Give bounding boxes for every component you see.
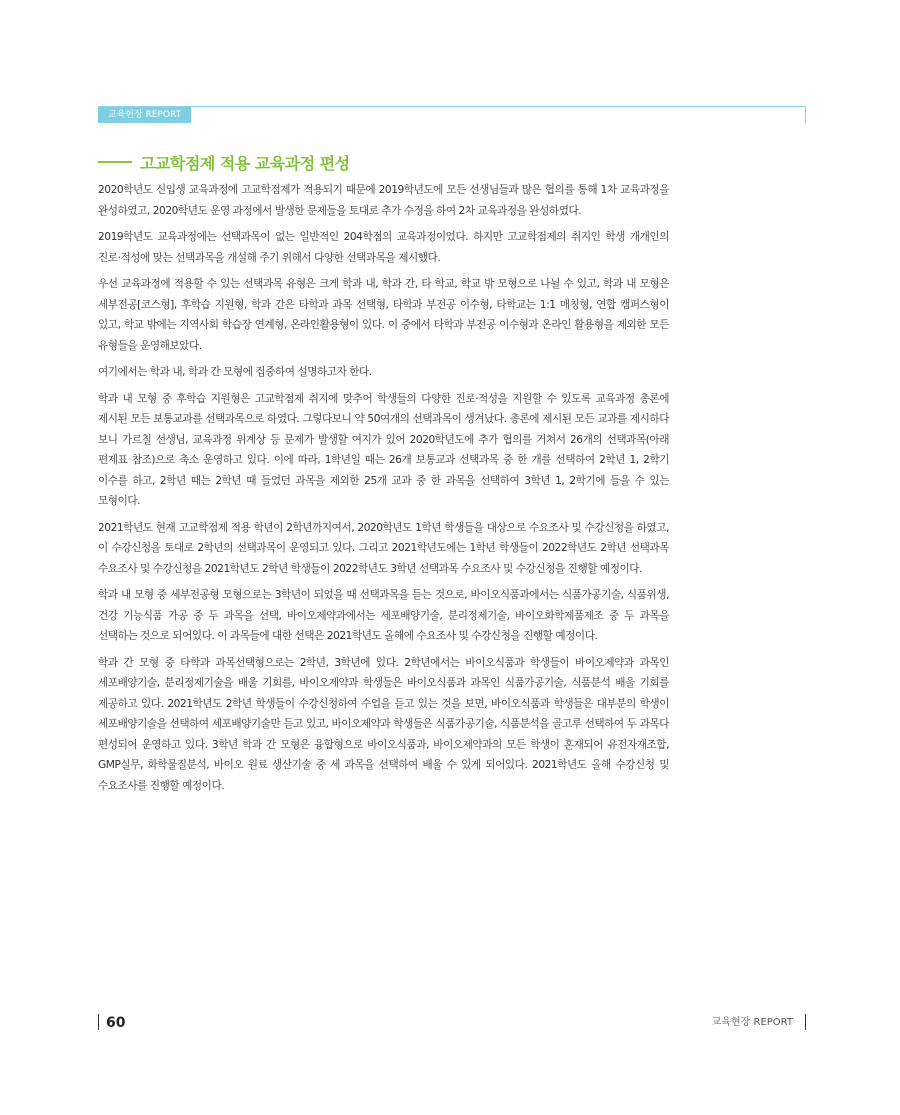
paragraph: 2019학년도 교육과정에는 선택과목이 없는 일반적인 204학점의 교육과정이었다. 하지만 고교학점제의 취지인 학생 개개인의 진로·적성에 맞는 선택과목을 개설해 주기 위해서 다양한 선택과목을 제시했다. — [98, 231, 669, 264]
paragraph: 학과 간 모형 중 타학과 과목선택형으로는 2학년, 3학년에 있다. 2학년에서는 바이오식품과 학생들이 바이오제약과 과목인 세포배양기술, 분리정제기술을 배울 기회를, 바이오제약과 학생들은 바이오식품과 과목인 식품가공기술, 식품분석 배울 기회를 제공하고 있다. 2021학년도 2학년 학생들이 수강신청하여 수업을 듣고 있는 것을 보면, 바이오식품과 학생들은 대부분의 학생이 세포배양기술을 선택하여 세포배양기술만 듣고 있고, 바이오제약과 학생들은 식품가공기술, 식품분석을 골고루 선택하여 두 과목다 편성되어 운영하고 있다. 3학년 학과 간 모형은 융합형으로 바이오식품과, 바이오제약과의 모든 학생이 혼재되어 유전자재조합, GMP실무, 화학물질분석, 바이오 원료 생산기술 중 세 과목을 선택하여 배울 수 있게 되어있다. 2021학년도 올해 수강신청 및 수요조사를 진행할 예정이다. — [98, 656, 669, 792]
header-section-tab: 교육현장 REPORT — [98, 107, 191, 123]
header-rule — [98, 106, 806, 107]
footer-left-rule — [98, 1014, 99, 1030]
paragraph: 2021학년도 현재 고교학점제 적용 학년이 2학년까지여서, 2020학년도 1학년 학생들을 대상으로 수요조사 및 수강신청을 하였고, 이 수강신청을 토대로 2학년의 선택과목이 운영되고 있다. 그리고 2021학년도에는 1학년 학생들이 2022학년도 2학년 선택과목 수요조사 및 수강신청을 2021학년도 2학년 학생들이 2022학년도 3학년 선택과목 수요조사 및 수강신청을 진행할 예정이다. — [98, 521, 669, 575]
paragraph: 여기에서는 학과 내, 학과 간 모형에 집중하여 설명하고자 한다. — [98, 366, 372, 378]
header-right-tick — [805, 106, 806, 123]
footer-label: 교육현장 REPORT — [711, 1017, 793, 1028]
article-body — [98, 180, 669, 802]
section-title: 고교학점제 적용 교육과정 편성 — [140, 153, 350, 173]
paragraph: 학과 내 모형 중 세부전공형 모형으로는 3학년이 되었을 때 선택과목을 듣는 것으로, 바이오식품과에서는 식품가공기술, 식품위생, 건강 기능식품 가공 중 두 과목을 선택, 바이오제약과에서는 세포배양기술, 분리정제기술, 바이오화학제품제조 중 두 과목을 선택하는 것으로 되어있다. 이 과목들에 대한 선택은 2021학년도 올해에 수요조사 및 수강신청을 진행할 예정이다. — [98, 589, 669, 642]
title-dash-decoration — [98, 161, 132, 163]
paragraph: 학과 내 모형 중 후학습 지원형은 고교학점제 취지에 맞추어 학생들의 다양한 진로·적성을 지원할 수 있도록 교육과정 총론에 제시된 모든 보통교과를 선택과목으로 하였다. 그렇다보니 약 50여개의 선택과목이 생겨났다. 총론에 제시된 모든 교과를 제시하다 보니 가르칠 선생님, 교육과정 위계상 등 문제가 발생할 여지가 있어 2020학년도에 추가 협의를 거쳐서 26개의 선택과목(아래 편제표 참조)으로 축소 운영하고 있다. 이에 따라, 1학년일 때는 26개 보통교과 선택과목 중 한 개를 선택하여 2학년 1, 2학기 이수를 하고, 2학년 때는 2학년 때 들었던 과목을 제외한 25개 교과 중 한 과목을 선택하여 3학년 1, 2학기에 들을 수 있는 모형이다. — [98, 392, 669, 507]
footer-right-rule — [805, 1014, 806, 1030]
paragraph: 2020학년도 신입생 교육과정에 고교학점제가 적용되기 때문에 2019학년도에 모든 선생님들과 많은 협의를 통해 1차 교육과정을 완성하였고, 2020학년도 운영 과정에서 발생한 문제들을 토대로 추가 수정을 하여 2차 교육과정을 완성하였다. — [98, 184, 669, 217]
paragraph: 우선 교육과정에 적용할 수 있는 선택과목 유형은 크게 학과 내, 학과 간, 타 학교, 학교 밖 모형으로 나뉠 수 있고, 학과 내 모형은 세부전공[코스형], 후학습 지원형, 학과 간은 타학과 과목 선택형, 타학과 부전공 이수형, 타학교는 1:1 매칭형, 연합 캠퍼스형이 있고, 학교 밖에는 지역사회 학습장 연계형, 온라인활용형이 있다. 이 중에서 타학과 부전공 이수형과 온라인 활용형을 제외한 모든 유형들을 운영해보았다. — [98, 278, 669, 352]
page-number: 60 — [106, 1015, 126, 1031]
section-heading — [98, 150, 350, 174]
